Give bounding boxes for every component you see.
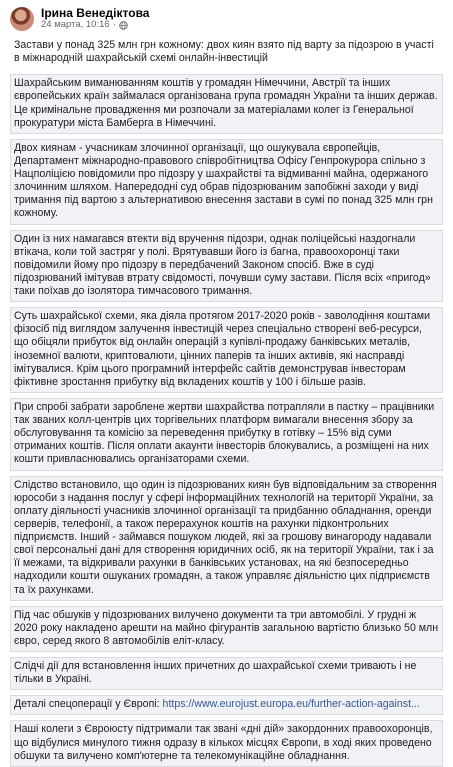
post-paragraph: Слідство встановило, що один із підозрюваних киян був відповідальним за створення юрособи з надання послуг у сфері інформаційних технологій на території України, за оплату діяльності учасників злочинної організації та придбанню обладнання, оренди серверів, телефонії, а також перерахунок коштів на рахунки підконтрольних підприємств. Інший - займався пошуком людей, які за грошову винагороду надавали свої персональні дані для створення юридичних осіб, як на території України, так і за її межами, та відкривали рахунки в банківських установах, на які безпосередньо надходили кошти ошуканих громадян, а також управляє діяльністю цих підприємств та їх рахунками.: [10, 476, 443, 601]
link-intro-text: Деталі спецоперації у Європі:: [14, 698, 163, 711]
post-headline: Застави у понад 325 млн грн кожному: двох киян взято під варту за підозрою в участі в міжнародній шахрайській схемі онлайн-інвестицій: [10, 36, 443, 69]
post-paragraph: Шахрайським виманюванням коштів у громадян Німеччини, Австрії та інших європейських країн займалася організована група громадян України та інших держав. Це кримінальне провадження ми розпочали за матеріалами колег із Генеральної прокуратури міста Бамберга в Німеччині.: [10, 74, 443, 134]
post-date[interactable]: 24 марта, 10:16: [41, 19, 110, 31]
author-avatar[interactable]: [10, 7, 34, 31]
globe-icon: [119, 21, 128, 30]
post-paragraph: Двох киянам - учасникам злочинної організації, що ошукувала європейців, Департамент міжнародно-правового співробітництва Офісу Генпрокурора спільно з Нацполіцією повідомили про підозру у шахрайстві та відмиванні майна, одержаного злочинним шляхом. Напередодні суд обрав підозрюваним запобіжні заходи у виді тримання під вартою з альтернативою внесення застави в сумі по понад 325 млн грн кожному.: [10, 139, 443, 225]
post-header: [10, 6, 443, 32]
post-paragraph: Суть шахрайської схеми, яка діяла протягом 2017-2020 років - заволодіння коштами фізосіб під виглядом залучення інвестицій через спеціально створені веб-ресурси, що обіцяли прибуток від онлайн операцій з купівлі-продажу банківських металів, іноземної валюти, криптовалюти, цінних паперів та інших активів, які насправді імітувалися. Крім цього програмний інтерфейс сайтів демонстрував інвесторам фіктивне зростання прибутку від вкладених коштів у 100 і більше разів.: [10, 307, 443, 393]
post-meta: 24 марта, 10:16 ·: [41, 20, 149, 31]
post-paragraph: Один із них намагався втекти від вручення підозри, однак поліцейські наздогнали втікача, коли той застряг у полі. Врятувавши його із багна, правоохоронці таки повідомили йому про підозру в передбачений Законом спосіб. Вже в суді підозрюваний імітував втрату свідомості, почувши суму застави. Після всіх «пригод» таки поїхав до ізолятора тимчасового тримання.: [10, 230, 443, 303]
post-paragraph: При спробі забрати зароблене жертви шахрайства потрапляли в пастку – працівники так званих колл-центрів цих торгівельних платформ вимагали внесення збору за обслуговування та комісію за переведення прибутку в готівку – 15% від суми отриманих коштів. Після оплати акаунти інвесторів блокувались, а розміщені на них кошти привласнювались організаторами схеми.: [10, 398, 443, 471]
post-paragraph: Слідчі дії для встановлення інших причетних до шахрайської схеми тривають і не тільки в Україні.: [10, 657, 443, 690]
post-paragraph-with-link: [10, 695, 443, 715]
post-paragraph: Під час обшуків у підозрюваних вилучено документи та три автомобілі. У грудні ж 2020 року накладено арешти на майно фігурантів загальною вартістю близько 50 млн євро, серед якого 8 автомобілів еліт-класу.: [10, 606, 443, 652]
post-paragraph: Наші колеги з Євроюсту підтримали так звані «дні дій» закордонних правоохоронців, що відбулися минулого тижня одразу в кількох місцях Європи, в ході яких проведено обшуки та вилучено комп'ютерне та телекомунікаційне обладнання.: [10, 720, 443, 766]
post-body: [10, 36, 443, 767]
post-header-text: [41, 7, 149, 32]
author-name[interactable]: Ірина Венедіктова: [41, 5, 150, 20]
eurojust-link[interactable]: https://www.eurojust.europa.eu/further-action-against...: [162, 698, 420, 711]
